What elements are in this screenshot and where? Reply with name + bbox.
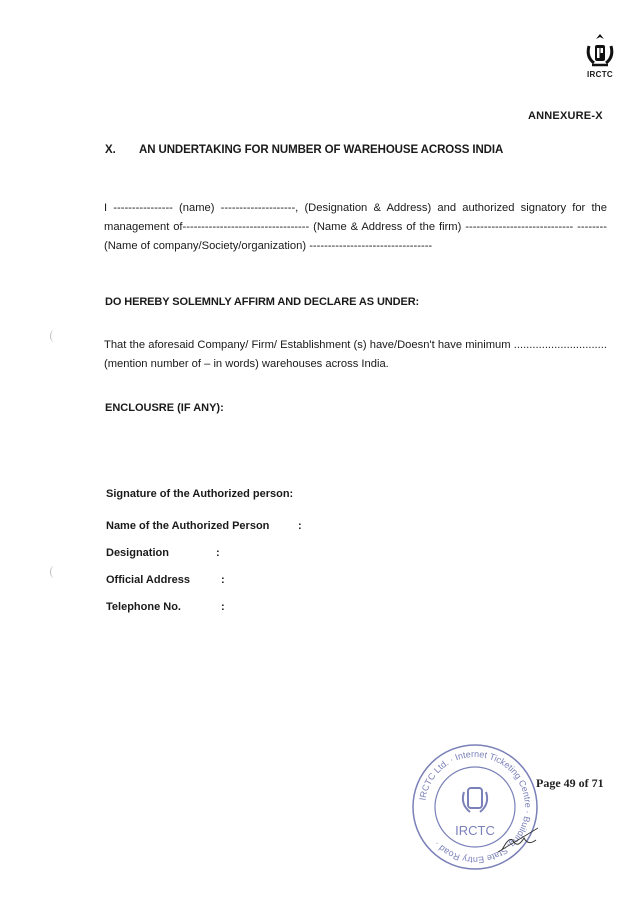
annexure-label: ANNEXURE-X [528, 110, 603, 122]
seal-icon [410, 742, 540, 872]
designation-label: Designation [106, 547, 169, 559]
logo-text: IRCTC [587, 70, 613, 79]
svg-text:IRCTC Ltd. · Internet Ticketin: IRCTC Ltd. · Internet Ticketing Centre · Building, State Entry Road · [417, 748, 534, 866]
undertaking-paragraph: I ---------------- (name) --------------------, (Designation & Address) and authorized signatory for the management of---------------------------------- (Name & Address of the firm) ----------------------------- -------- (Name of company/Society/organization) --------------------------------- [104, 202, 607, 252]
affirm-heading: DO HEREBY SOLEMNLY AFFIRM AND DECLARE AS UNDER: [105, 296, 420, 308]
official-address-label: Official Address [106, 574, 190, 586]
designation-colon: : [216, 547, 220, 559]
authorized-person-name-colon: : [298, 520, 302, 532]
irctc-logo-icon [582, 30, 618, 70]
signature-title: Signature of the Authorized person: [106, 488, 294, 500]
section-title: AN UNDERTAKING FOR NUMBER OF WAREHOUSE ACROSS INDIA [139, 144, 504, 156]
declaration-paragraph: That the aforesaid Company/ Firm/ Establishment (s) have/Doesn't have minimum ..............................(mention number of – in words) warehouses across India. [104, 339, 607, 370]
telephone-label: Telephone No. [106, 601, 181, 613]
irctc-logo [582, 30, 618, 80]
company-seal-stamp [410, 742, 540, 872]
official-address-colon: : [221, 574, 225, 586]
section-number: X. [105, 144, 116, 156]
punch-hole-mark [50, 566, 58, 578]
telephone-colon: : [221, 601, 225, 613]
enclosure-heading: ENCLOUSRE (IF ANY): [105, 402, 224, 414]
page-number: Page 49 of 71 [536, 776, 604, 790]
authorized-person-name-label: Name of the Authorized Person [106, 520, 270, 532]
punch-hole-mark [50, 330, 58, 342]
svg-text:IRCTC: IRCTC [455, 823, 495, 838]
